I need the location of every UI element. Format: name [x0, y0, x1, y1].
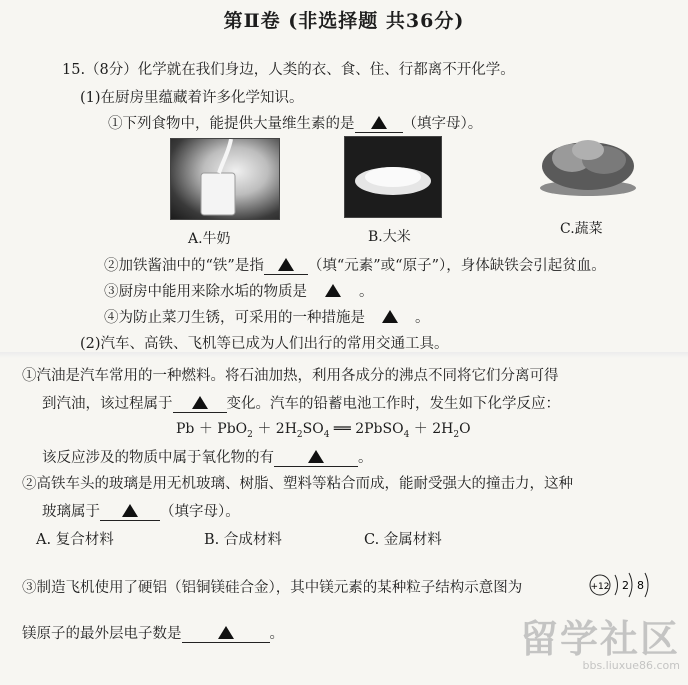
triangle-icon [382, 310, 398, 323]
q15-2-1-b [42, 392, 560, 413]
eq-sub: 4 [323, 429, 330, 440]
q15-1-1-post: （填字母）。 [402, 116, 483, 132]
option-a: A.牛奶 [188, 231, 231, 247]
eq-part: O [459, 421, 471, 437]
eq-sub: 2 [296, 429, 303, 440]
answer-blank[interactable] [173, 396, 227, 413]
milk-glass-icon [171, 139, 279, 219]
triangle-icon [371, 116, 387, 129]
answer-blank[interactable] [365, 310, 415, 326]
answer-blank[interactable] [307, 284, 359, 300]
q15-part2: (2)汽车、高铁、飞机等已成为人们出行的常用交通工具。 [80, 336, 449, 352]
eq-part: SO [302, 421, 324, 437]
milk-image [170, 138, 280, 220]
q15-1-1-text: ①下列食物中，能提供大量维生素的是 [108, 116, 355, 132]
q15-1-3-post: 。 [359, 284, 374, 300]
shell1-count: 2 [622, 579, 629, 592]
q15-part1: (1)在厨房里蕴藏着许多化学知识。 [80, 90, 304, 106]
q15-1-3-text: ③厨房中能用来除水垢的物质是 [104, 284, 307, 300]
q15-1-4 [104, 306, 430, 327]
shell2-count: 8 [637, 579, 644, 592]
q15-2-1-b-post: 变化。汽车的铅蓄电池工作时，发生如下化学反应： [226, 396, 560, 412]
material-option-a: A. 复合材料 [36, 532, 114, 548]
q15-1-4-text: ④为防止菜刀生锈，可采用的一种措施是 [104, 310, 365, 326]
watermark-logo-text: 留学社区 [519, 617, 680, 661]
watermark-url: bbs.liuxue86.com [582, 659, 680, 672]
atomic-structure-diagram [588, 570, 658, 600]
q15-1-2 [104, 254, 606, 275]
divider [0, 352, 688, 358]
material-option-c: C. 金属材料 [364, 532, 442, 548]
eq-part: ＋ 2H [252, 421, 297, 437]
q15-2-3-b-post: 。 [269, 626, 284, 642]
q15-2-1-b-text: 到汽油，该过程属于 [42, 396, 173, 412]
chemical-equation [176, 418, 471, 440]
answer-blank[interactable] [274, 450, 358, 467]
q15-2-2-b-text: 玻璃属于 [42, 504, 100, 520]
rice-bowl-icon [345, 137, 441, 217]
answer-blank[interactable] [100, 504, 160, 521]
q15-2-1-a: ①汽油是汽车常用的一种燃料。将石油加热，利用各成分的沸点不同将它们分离可得 [22, 368, 559, 384]
eq-part: Pb ＋ PbO [176, 421, 248, 437]
material-option-b: B. 合成材料 [204, 532, 282, 548]
option-c: C.蔬菜 [560, 221, 603, 237]
q15-2-2-b-post: （填字母）。 [160, 504, 240, 520]
eq-part: ＋ 2H [409, 421, 454, 437]
q15-1-4-post: 。 [415, 310, 430, 326]
triangle-icon [218, 626, 234, 639]
q15-2-1-c [42, 446, 373, 467]
q15-2-3-b-text: 镁原子的最外层电子数是 [22, 626, 182, 642]
nucleus-label: +12 [590, 582, 610, 592]
eq-sub: 4 [403, 429, 410, 440]
triangle-icon [325, 284, 341, 297]
rice-image [344, 136, 442, 218]
section-title: 第Ⅱ卷 (非选择题 共36分) [223, 10, 465, 32]
q15-stem: 15.（8分）化学就在我们身边，人类的衣、食、住、行都离不开化学。 [62, 62, 515, 78]
answer-blank[interactable] [264, 258, 308, 275]
q15-2-1-c-post: 。 [358, 450, 373, 466]
q15-2-3-a: ③制造飞机使用了硬铝（铝铜镁硅合金），其中镁元素的某种粒子结构示意图为 [22, 580, 523, 596]
q15-1-2-text: ②加铁酱油中的“铁”是指 [104, 258, 264, 274]
lettuce-icon [530, 128, 646, 200]
answer-blank[interactable] [355, 116, 403, 133]
eq-sub: 2 [453, 429, 460, 440]
answer-blank[interactable] [182, 626, 270, 643]
q15-1-3 [104, 280, 374, 301]
vegetable-image [530, 128, 646, 200]
eq-equals: ══ [333, 421, 351, 437]
q15-1-2-post: （填“元素”或“原子”），身体缺铁会引起贫血。 [307, 258, 606, 274]
watermark [520, 608, 680, 672]
q15-2-2-b [42, 500, 240, 521]
atom-shells-icon [588, 570, 658, 600]
eq-part: 2PbSO [350, 421, 404, 437]
option-b: B.大米 [368, 229, 411, 245]
triangle-icon [122, 504, 138, 517]
q15-1-1 [108, 112, 482, 133]
eq-sub: 2 [247, 429, 253, 440]
q15-2-2-a: ②高铁车头的玻璃是用无机玻璃、树脂、塑料等粘合而成，能耐受强大的撞击力，这种 [22, 476, 573, 492]
q15-2-1-c-text: 该反应涉及的物质中属于氧化物的有 [42, 450, 274, 466]
triangle-icon [192, 396, 208, 409]
triangle-icon [308, 450, 324, 463]
q15-2-3-b [22, 622, 284, 643]
triangle-icon [278, 258, 294, 271]
